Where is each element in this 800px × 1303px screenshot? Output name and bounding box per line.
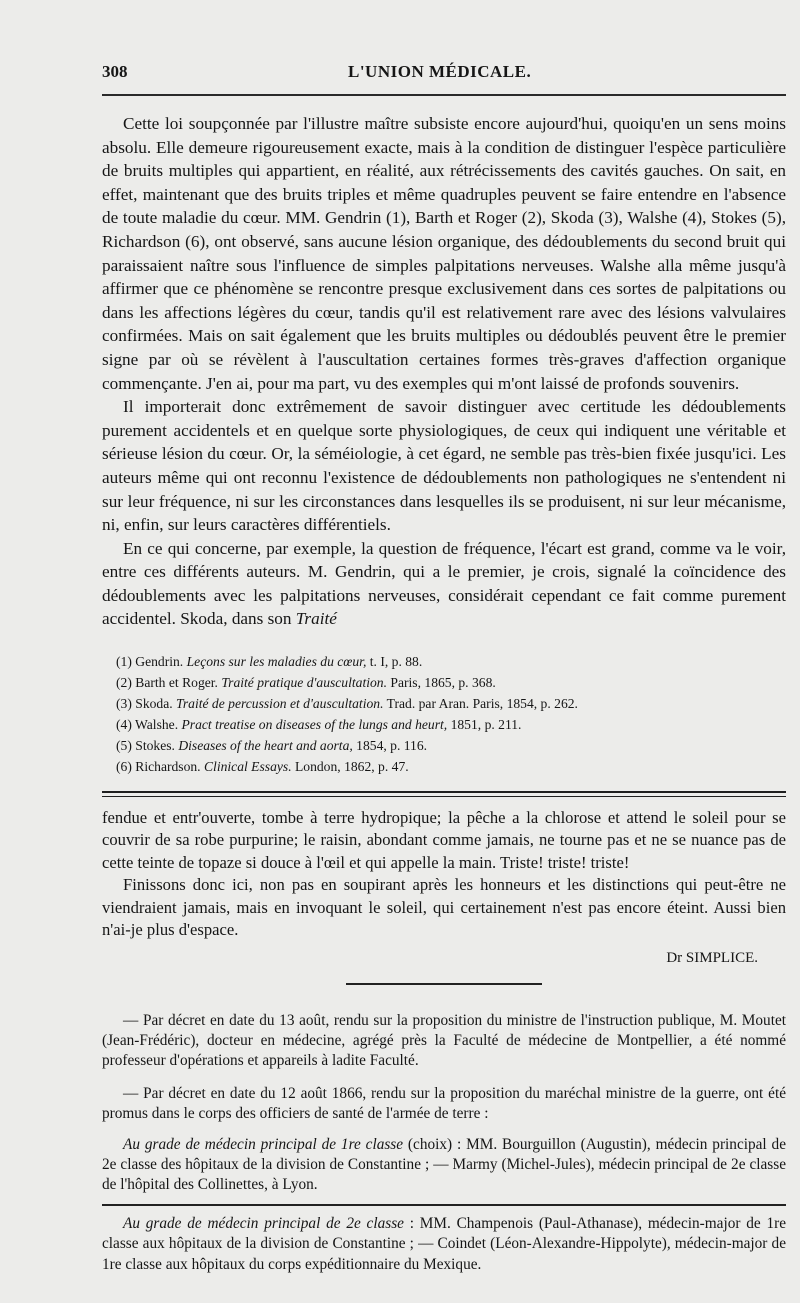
footnote [116, 651, 786, 672]
body-paragraph-italic: Traité [295, 609, 337, 629]
news-italic: Au grade de médecin principal de 1re classe [123, 1135, 404, 1153]
footnotes [116, 651, 786, 777]
footnote-number: (2) [116, 675, 132, 691]
signature: Dr SIMPLICE. [666, 949, 758, 966]
body-paragraph: Cette loi soupçonnée par l'illustre maître subsiste encore aujourd'hui, quoiqu'en un sens moins absolu. Elle demeure rigoureusement exacte, mais à la condition de distinguer l'espèce particulière de bruits multiples qui appartient, en réalité, aux rétrécissements des cavités gauches. On sait, en effet, maintenant que des bruits triples et même quadruples peuvent se faire entendre en l'absence de toute maladie du cœur. MM. Gendrin (1), Barth et Roger (2), Skoda (3), Walshe (4), Stokes (5), Richardson (6), ont observé, sans aucune lésion organique, des dédoublements du second bruit qui paraissaient naître sous l'influence de simples palpitations nerveuses. Walshe alla même jusqu'à affirmer que ce phénomène se rencontre presque exclusivement dans ces sortes de palpitations ou dans les affections légères du cœur, tandis qu'il est relativement rare avec des lésions valvulaires confirmées. Mais on sait également que les bruits multiples ou dédoublés peuvent être le premier signe par où se révèlent à l'auscultation certaines formes très-graves d'affection organique commençante. J'en ai, pour ma part, vu des exemples qui m'ont laissé de profonds souvenirs. [102, 114, 786, 393]
footnote-number: (1) [116, 654, 132, 670]
header-rule [102, 94, 786, 96]
news-text: : MM. Champenois (Paul-Athanase), médecin-major de 1re classe aux hôpitaux de la division de Constantine ; — Coindet (Léon-Alexandre-Hippolyte), médecin-major de 1re classe aux hôpitaux du corps expéditionnaire du Mexique. [102, 1214, 786, 1273]
footnote-ref: t. I, p. 88. [366, 654, 423, 670]
footnote-title: Diseases of the heart and aorta, [178, 738, 353, 754]
footnote-ref: Trad. par Aran. Paris, 1854, p. 262. [383, 696, 578, 712]
body-paragraph-last [102, 537, 786, 631]
running-title: L'UNION MÉDICALE. [348, 62, 532, 81]
footnote-author: Barth et Roger. [135, 675, 222, 691]
footnote-ref: London, 1862, p. 47. [291, 759, 409, 775]
footnote [116, 756, 786, 777]
news-paragraph: — Par décret en date du 12 août 1866, rendu sur la proposition du maréchal ministre de la guerre, ont été promus dans le corps des officiers de santé de l'armée de terre : [102, 1084, 786, 1123]
news-paragraph: — Par décret en date du 13 août, rendu sur la proposition du ministre de l'instruction publique, M. Moutet (Jean-Frédéric), docteur en médecine, agrégé près la Faculté de médecine de Montpellier, a été nommé professeur d'opérations et appareils à ladite Faculté. [102, 1011, 786, 1070]
spacer [102, 1125, 786, 1135]
spacer [102, 1072, 786, 1084]
footnote-ref: 1854, p. 116. [352, 738, 428, 754]
section-rule-thin [102, 796, 786, 797]
news-italic: Au grade de médecin principal de 2e classe [123, 1214, 404, 1232]
footnote-ref: 1851, p. 211. [447, 717, 522, 733]
footnote-number: (3) [116, 696, 132, 712]
footnote-number: (5) [116, 738, 132, 754]
footnote [116, 714, 786, 735]
page-number: 308 [102, 62, 128, 81]
footnote-author: Skoda. [135, 696, 177, 712]
footnote [116, 672, 786, 693]
footnote-title: Clinical Essays. [203, 759, 292, 775]
article-body [102, 112, 786, 631]
news-section [102, 1011, 786, 1275]
footnote-title: Pract treatise on diseases of the lungs and heurt, [181, 717, 448, 733]
footnote-title: Traité de percussion et d'auscultation. [176, 696, 384, 712]
news-paragraph [102, 1135, 786, 1196]
section-rule [102, 791, 786, 793]
footnote-number: (4) [116, 717, 132, 733]
footnote-title: Traité pratique d'auscultation. [221, 675, 388, 691]
footnote-author: Stokes. [135, 738, 179, 754]
body-paragraph: Il importerait donc extrêmement de savoir distinguer avec certitude les dédoublements purement accidentels et en quelque sorte physiologiques, de ceux qui indiquent une véritable et sérieuse lésion du cœur. Or, la séméiologie, à cet égard, ne semble pas très-bien fixée jusqu'ici. Les auteurs même qui ont reconnu l'existence de dédoublements non pathologiques ne s'entendent ni sur leur fréquence, ni sur les circonstances dans lesquelles ils se produisent, ni sur leur mécanisme, ni, enfin, sur leurs caractères différentiels. [102, 397, 786, 535]
page-header [102, 60, 786, 94]
body-paragraph-text: En ce qui concerne, par exemple, la question de fréquence, l'écart est grand, comme va le voir, entre ces différents auteurs. M. Gendrin, qui a le premier, je crois, signalé la coïncidence des dédoublements avec les palpitations nerveuses, considérait cependant ce fait comme purement accidentel. Skoda, dans son [102, 538, 786, 629]
news-rule [102, 1204, 786, 1206]
news-paragraph [102, 1214, 786, 1275]
footnote-ref: Paris, 1865, p. 368. [387, 675, 496, 691]
footnote-author: Walshe. [135, 717, 182, 733]
footnote [116, 735, 786, 756]
footnote-title: Leçons sur les maladies du cœur, [186, 654, 367, 670]
footnote-author: Richardson. [135, 759, 204, 775]
feuilleton-paragraph: fendue et entr'ouverte, tombe à terre hydropique; la pêche a la chlorose et attend le soleil pour se couvrir de sa robe purpurine; le raisin, abondant comme jamais, ne tourne pas et ne se nuance pas de cette teinte de topaze si douce à l'œil et qui appelle la main. Triste! triste! triste! [102, 808, 786, 872]
footnote [116, 693, 786, 714]
feuilleton-paragraph: Finissons donc ici, non pas en soupirant après les honneurs et les distinctions qui peut-être ne viendraient jamais, mais en invoquant le soleil, qui certainement n'est pas encore éteint. Aussi bien n'ai-je plus d'espace. [102, 875, 786, 940]
feuilleton [102, 807, 786, 966]
news-text: (choix) : MM. Bourguillon (Augustin), médecin principal de 2e classe des hôpitaux de la division de Constantine ; — Marmy (Michel-Jules), médecin principal de 2e classe de l'hôpital des Collinettes, à Lyon. [102, 1135, 786, 1194]
short-divider [346, 983, 542, 985]
footnote-author: Gendrin. [135, 654, 187, 670]
footnote-number: (6) [116, 759, 132, 775]
